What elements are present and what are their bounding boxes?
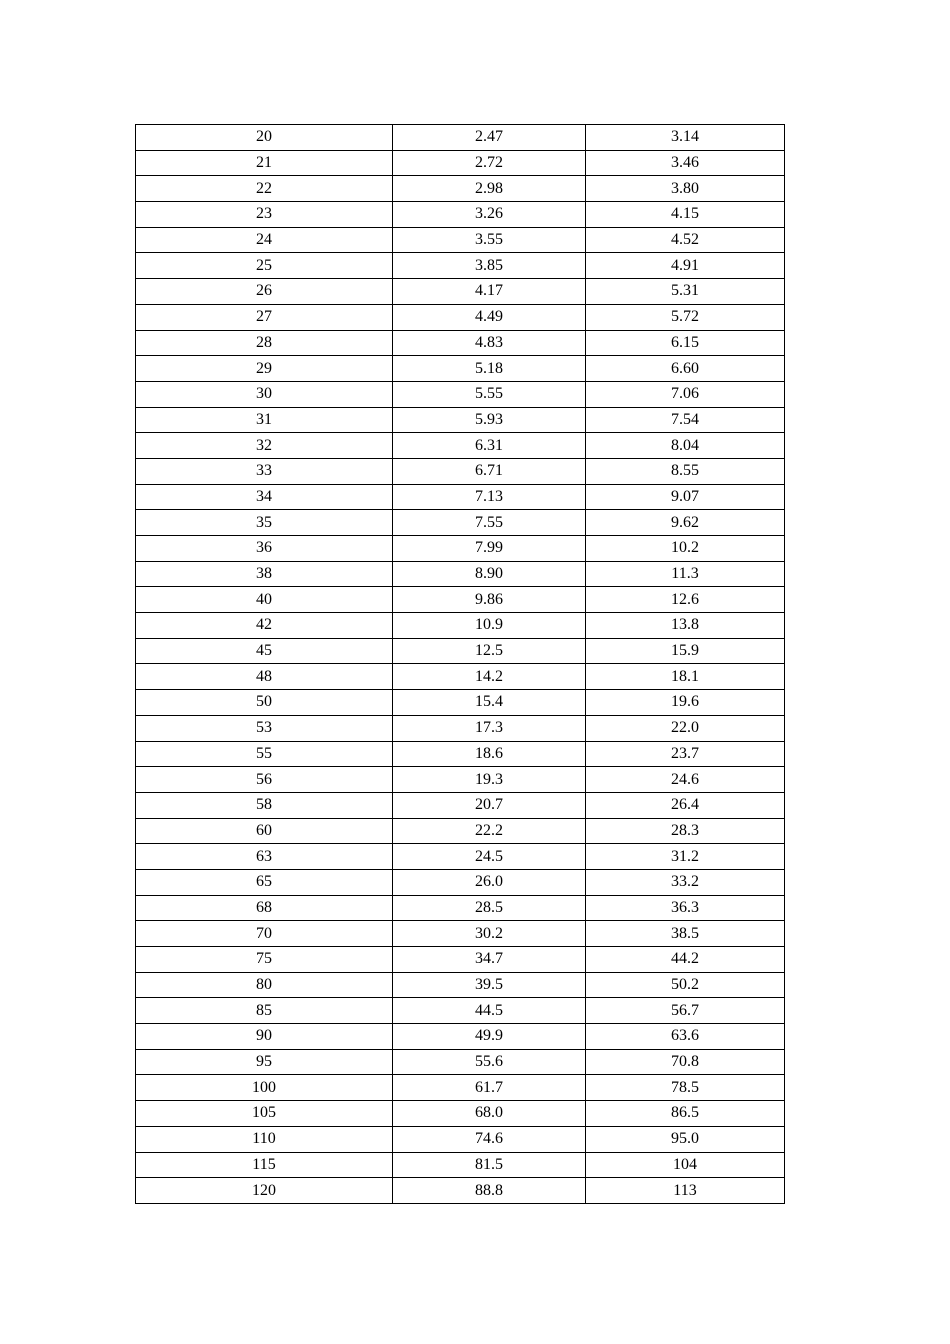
- table-row: [136, 587, 785, 613]
- table-cell: 2.98: [393, 176, 586, 202]
- table-cell: 53: [136, 715, 393, 741]
- table-cell: 75: [136, 947, 393, 973]
- table-cell: 33: [136, 458, 393, 484]
- table-cell: 23: [136, 202, 393, 228]
- table-cell: 4.15: [586, 202, 785, 228]
- table-cell: 70.8: [586, 1049, 785, 1075]
- table-cell: 50.2: [586, 972, 785, 998]
- table-cell: 30: [136, 381, 393, 407]
- table-cell: 5.18: [393, 356, 586, 382]
- table-cell: 26.0: [393, 869, 586, 895]
- table-row: [136, 330, 785, 356]
- table-row: [136, 818, 785, 844]
- table-cell: 3.14: [586, 125, 785, 151]
- table-cell: 8.04: [586, 433, 785, 459]
- table-row: [136, 638, 785, 664]
- table-cell: 34.7: [393, 947, 586, 973]
- table-row: [136, 125, 785, 151]
- table-cell: 56: [136, 767, 393, 793]
- table-row: [136, 972, 785, 998]
- table-cell: 19.3: [393, 767, 586, 793]
- table-cell: 35: [136, 510, 393, 536]
- table-cell: 31: [136, 407, 393, 433]
- table-cell: 63: [136, 844, 393, 870]
- table-cell: 22: [136, 176, 393, 202]
- table-cell: 105: [136, 1101, 393, 1127]
- table-cell: 21: [136, 150, 393, 176]
- table-row: [136, 844, 785, 870]
- table-cell: 13.8: [586, 613, 785, 639]
- table-cell: 3.80: [586, 176, 785, 202]
- table-cell: 5.93: [393, 407, 586, 433]
- table-row: [136, 869, 785, 895]
- table-row: [136, 150, 785, 176]
- table-cell: 110: [136, 1126, 393, 1152]
- table-cell: 34: [136, 484, 393, 510]
- table-row: [136, 1101, 785, 1127]
- table-cell: 22.2: [393, 818, 586, 844]
- table-cell: 15.4: [393, 690, 586, 716]
- table-cell: 3.26: [393, 202, 586, 228]
- table-cell: 31.2: [586, 844, 785, 870]
- table-cell: 18.1: [586, 664, 785, 690]
- table-body: [136, 125, 785, 1204]
- table-cell: 39.5: [393, 972, 586, 998]
- table-cell: 32: [136, 433, 393, 459]
- table-cell: 12.6: [586, 587, 785, 613]
- table-cell: 3.46: [586, 150, 785, 176]
- table-cell: 2.47: [393, 125, 586, 151]
- table-cell: 10.9: [393, 613, 586, 639]
- table-cell: 5.72: [586, 304, 785, 330]
- table-row: [136, 1178, 785, 1204]
- table-row: [136, 279, 785, 305]
- table-cell: 113: [586, 1178, 785, 1204]
- table-cell: 104: [586, 1152, 785, 1178]
- table-cell: 20.7: [393, 792, 586, 818]
- table-cell: 36: [136, 536, 393, 562]
- table-cell: 60: [136, 818, 393, 844]
- table-row: [136, 1024, 785, 1050]
- table-row: [136, 202, 785, 228]
- table-cell: 15.9: [586, 638, 785, 664]
- table-row: [136, 433, 785, 459]
- table-cell: 8.55: [586, 458, 785, 484]
- table-cell: 7.06: [586, 381, 785, 407]
- table-row: [136, 715, 785, 741]
- table-cell: 7.99: [393, 536, 586, 562]
- table-cell: 7.54: [586, 407, 785, 433]
- table-cell: 28.3: [586, 818, 785, 844]
- table-cell: 7.13: [393, 484, 586, 510]
- table-cell: 36.3: [586, 895, 785, 921]
- table-cell: 44.5: [393, 998, 586, 1024]
- table-cell: 6.60: [586, 356, 785, 382]
- table-cell: 95.0: [586, 1126, 785, 1152]
- table-row: [136, 1075, 785, 1101]
- table-cell: 6.15: [586, 330, 785, 356]
- table-cell: 4.49: [393, 304, 586, 330]
- table-row: [136, 304, 785, 330]
- table-cell: 24: [136, 227, 393, 253]
- table-cell: 12.5: [393, 638, 586, 664]
- table-cell: 5.31: [586, 279, 785, 305]
- table-cell: 9.86: [393, 587, 586, 613]
- table-cell: 30.2: [393, 921, 586, 947]
- table-cell: 120: [136, 1178, 393, 1204]
- table-cell: 10.2: [586, 536, 785, 562]
- table-cell: 115: [136, 1152, 393, 1178]
- table-cell: 24.6: [586, 767, 785, 793]
- table-row: [136, 381, 785, 407]
- table-cell: 9.07: [586, 484, 785, 510]
- table-row: [136, 356, 785, 382]
- table-row: [136, 458, 785, 484]
- table-cell: 26.4: [586, 792, 785, 818]
- table-row: [136, 767, 785, 793]
- table-cell: 49.9: [393, 1024, 586, 1050]
- table-cell: 78.5: [586, 1075, 785, 1101]
- table-cell: 22.0: [586, 715, 785, 741]
- table-cell: 20: [136, 125, 393, 151]
- table-cell: 80: [136, 972, 393, 998]
- table-cell: 28.5: [393, 895, 586, 921]
- table-cell: 19.6: [586, 690, 785, 716]
- table-cell: 95: [136, 1049, 393, 1075]
- table-cell: 65: [136, 869, 393, 895]
- table-cell: 2.72: [393, 150, 586, 176]
- table-cell: 55.6: [393, 1049, 586, 1075]
- table-cell: 3.85: [393, 253, 586, 279]
- table-cell: 4.83: [393, 330, 586, 356]
- table-cell: 86.5: [586, 1101, 785, 1127]
- table-row: [136, 407, 785, 433]
- table-cell: 29: [136, 356, 393, 382]
- table-row: [136, 664, 785, 690]
- table-cell: 5.55: [393, 381, 586, 407]
- table-cell: 58: [136, 792, 393, 818]
- table-cell: 50: [136, 690, 393, 716]
- table-cell: 70: [136, 921, 393, 947]
- table-row: [136, 613, 785, 639]
- table-cell: 44.2: [586, 947, 785, 973]
- table-row: [136, 1126, 785, 1152]
- table-row: [136, 690, 785, 716]
- table-row: [136, 895, 785, 921]
- table-cell: 24.5: [393, 844, 586, 870]
- table-cell: 11.3: [586, 561, 785, 587]
- table-row: [136, 947, 785, 973]
- table-cell: 28: [136, 330, 393, 356]
- table-cell: 4.52: [586, 227, 785, 253]
- table-row: [136, 792, 785, 818]
- table-cell: 61.7: [393, 1075, 586, 1101]
- table-cell: 4.91: [586, 253, 785, 279]
- table-cell: 18.6: [393, 741, 586, 767]
- table-cell: 25: [136, 253, 393, 279]
- table-cell: 100: [136, 1075, 393, 1101]
- table-cell: 90: [136, 1024, 393, 1050]
- table-cell: 4.17: [393, 279, 586, 305]
- table-row: [136, 227, 785, 253]
- table-cell: 7.55: [393, 510, 586, 536]
- table-cell: 17.3: [393, 715, 586, 741]
- table-row: [136, 1152, 785, 1178]
- table-cell: 45: [136, 638, 393, 664]
- table-cell: 40: [136, 587, 393, 613]
- table-cell: 3.55: [393, 227, 586, 253]
- table-cell: 6.71: [393, 458, 586, 484]
- table-cell: 55: [136, 741, 393, 767]
- table-cell: 42: [136, 613, 393, 639]
- table-row: [136, 1049, 785, 1075]
- table-cell: 14.2: [393, 664, 586, 690]
- table-cell: 23.7: [586, 741, 785, 767]
- table-cell: 88.8: [393, 1178, 586, 1204]
- table-cell: 27: [136, 304, 393, 330]
- table-cell: 33.2: [586, 869, 785, 895]
- table-row: [136, 484, 785, 510]
- table-row: [136, 176, 785, 202]
- table-cell: 8.90: [393, 561, 586, 587]
- table-cell: 38: [136, 561, 393, 587]
- table-cell: 68: [136, 895, 393, 921]
- table-cell: 74.6: [393, 1126, 586, 1152]
- table-cell: 26: [136, 279, 393, 305]
- table-row: [136, 921, 785, 947]
- table-row: [136, 741, 785, 767]
- table-cell: 81.5: [393, 1152, 586, 1178]
- table-cell: 56.7: [586, 998, 785, 1024]
- table-row: [136, 253, 785, 279]
- data-table: [135, 124, 785, 1204]
- table-cell: 68.0: [393, 1101, 586, 1127]
- table-cell: 9.62: [586, 510, 785, 536]
- table-row: [136, 536, 785, 562]
- table-row: [136, 510, 785, 536]
- table-cell: 38.5: [586, 921, 785, 947]
- table-cell: 6.31: [393, 433, 586, 459]
- table-cell: 63.6: [586, 1024, 785, 1050]
- table-row: [136, 998, 785, 1024]
- table-row: [136, 561, 785, 587]
- table-cell: 48: [136, 664, 393, 690]
- table-cell: 85: [136, 998, 393, 1024]
